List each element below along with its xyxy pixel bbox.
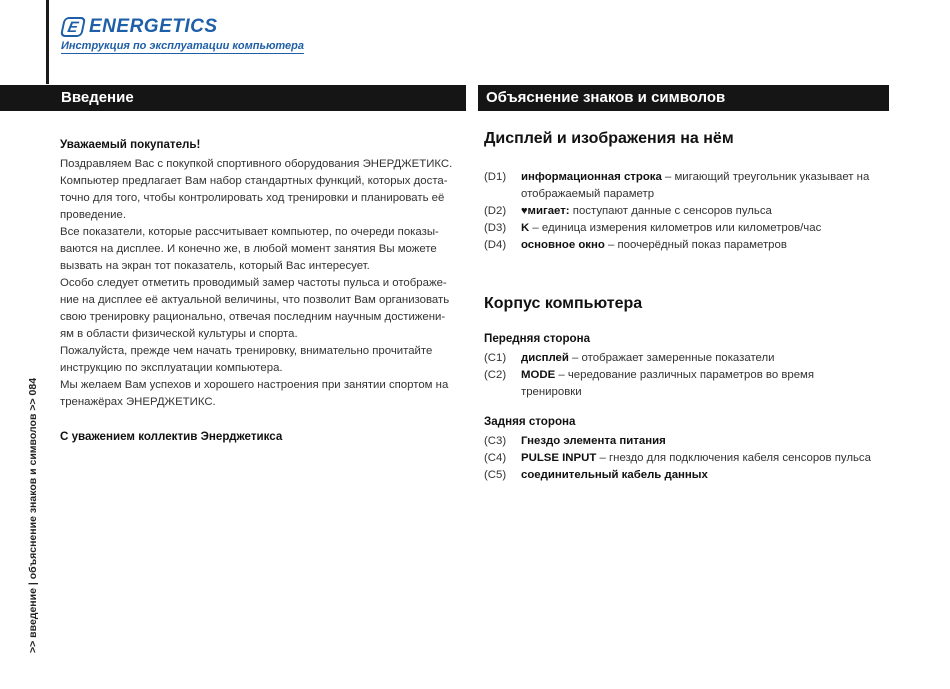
intro-line: точно для того, чтобы контролировать ход тренировки и планировать её [60, 192, 445, 204]
item-term: PULSE INPUT [521, 452, 597, 464]
heart-icon: ♥ [521, 205, 528, 217]
item-desc: – поочерёдный показ параметров [604, 239, 787, 251]
intro-line: свою тренировку рационально, отвечая последним научным достижени- [60, 311, 446, 323]
item-code: (C4) [484, 452, 507, 464]
item-code: (D4) [484, 239, 507, 251]
header-divider-line [46, 0, 49, 84]
item-term: информационная строка [521, 171, 662, 183]
body-item [484, 433, 889, 450]
signature: С уважением коллектив Энерджетикса [60, 430, 283, 443]
item-desc-cont: отображаемый параметр [521, 188, 655, 200]
section-title-introduction: Введение [0, 85, 466, 111]
intro-line: Особо следует отметить проводимый замер частоты пульса и отображе- [60, 277, 447, 289]
introduction-text [60, 136, 465, 445]
item-code: (C2) [484, 369, 507, 381]
item-desc: – мигающий треугольник указывает на [661, 171, 870, 183]
item-code: (C1) [484, 352, 507, 364]
display-item [484, 220, 889, 237]
item-term: основное окно [521, 239, 605, 251]
intro-line: инструкцию по эксплуатации компьютера. [60, 362, 283, 374]
body-heading: Корпус компьютера [484, 295, 643, 312]
body-item [484, 467, 889, 484]
body-item [484, 450, 889, 467]
item-desc: – гнездо для подключения кабеля сенсоров пульса [596, 452, 871, 464]
brand-logo [62, 16, 218, 38]
back-side-heading: Задняя сторона [484, 415, 576, 428]
section-title-symbols: Объяснение знаков и символов [478, 85, 889, 111]
item-term: MODE [521, 369, 556, 381]
front-side-heading: Передняя сторона [484, 332, 591, 345]
item-code: (D3) [484, 222, 507, 234]
intro-line: тренажёрах ЭНЕРДЖЕТИКС. [60, 396, 216, 408]
item-desc-cont: тренировки [521, 386, 582, 398]
item-desc: – чередование различных параметров во время [555, 369, 815, 381]
greeting: Уважаемый покупатель! [60, 138, 201, 151]
logo-text: ENERGETICS [89, 16, 218, 37]
intro-line: ям в области физической культуры и спорта. [60, 328, 298, 340]
intro-line: проведение. [60, 209, 126, 221]
display-item [484, 203, 889, 220]
item-term: K [521, 222, 530, 234]
item-code: (D2) [484, 205, 507, 217]
item-code: (D1) [484, 171, 507, 183]
display-item [484, 237, 889, 254]
display-heading: Дисплей и изображения на нём [484, 130, 734, 147]
display-item [484, 169, 889, 203]
item-code: (C3) [484, 435, 507, 447]
page-side-label: >> введение | объяснение знаков и символов >> 084 [27, 377, 39, 653]
item-term: мигает: [527, 205, 570, 217]
intro-line: ваются на дисплее. И конечно же, в любой момент занятия Вы можете [60, 243, 437, 255]
intro-line: ние на дисплее её актуальной величины, что позволит Вам организовать [60, 294, 450, 306]
item-code: (C5) [484, 469, 507, 481]
document-subtitle: Инструкция по эксплуатации компьютера [61, 40, 304, 52]
intro-line: Поздравляем Вас с покупкой спортивного оборудования ЭНЕРДЖЕТИКС. [60, 158, 453, 170]
intro-line: Все показатели, которые рассчитывает компьютер, по очереди показы- [60, 226, 439, 238]
item-term: Гнездо элемента питания [521, 435, 666, 447]
item-desc: – отображает замеренные показатели [568, 352, 775, 364]
intro-line: вызвать на экран тот показатель, который Вас интересует. [60, 260, 370, 272]
body-item [484, 350, 889, 367]
item-desc: – единица измерения километров или километров/час [529, 222, 822, 234]
item-term: дисплей [521, 352, 569, 364]
intro-line: Компьютер предлагает Вам набор стандартных функций, которых доста- [60, 175, 448, 187]
item-term: соединительный кабель данных [521, 469, 708, 481]
intro-line: Пожалуйста, прежде чем начать тренировку, внимательно прочитайте [60, 345, 433, 357]
item-desc: поступают данные с сенсоров пульса [569, 205, 772, 217]
logo-mark-icon: E [60, 17, 86, 37]
body-item [484, 367, 889, 401]
intro-line: Мы желаем Вам успехов и хорошего настроения при занятии спортом на [60, 379, 449, 391]
symbols-column [484, 128, 889, 484]
